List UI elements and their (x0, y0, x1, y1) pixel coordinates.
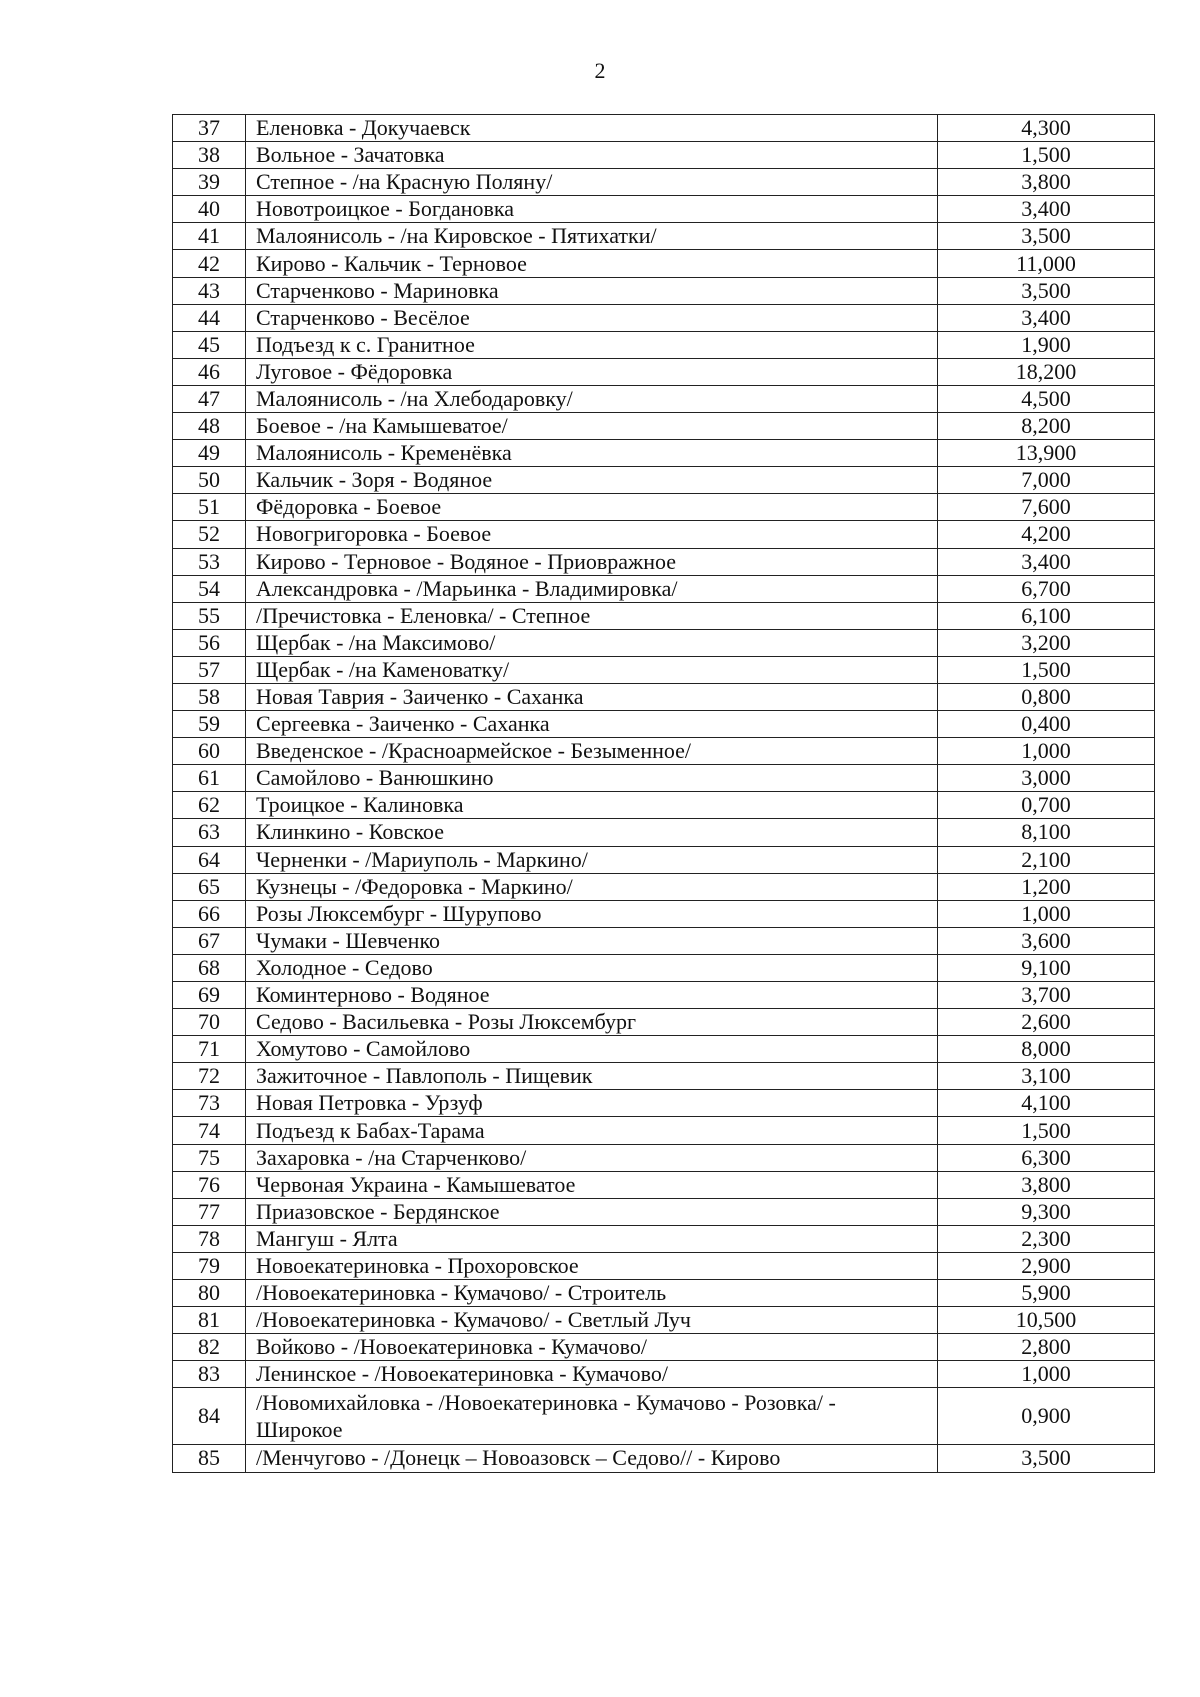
row-number-cell: 78 (173, 1225, 246, 1252)
road-name-cell: /Новомихайловка - /Новоекатериновка - Кумачово - Розовка/ - Широкое (246, 1388, 938, 1445)
row-number-cell: 68 (173, 954, 246, 981)
road-name-cell: Холодное - Седово (246, 954, 938, 981)
table-row (173, 1009, 1155, 1036)
row-number-cell: 52 (173, 521, 246, 548)
road-name-cell: Кальчик - Зоря - Водяное (246, 467, 938, 494)
road-name-cell: Подъезд к Бабах-Тарама (246, 1117, 938, 1144)
road-name-cell: Щербак - /на Максимово/ (246, 629, 938, 656)
table-row (173, 548, 1155, 575)
table-row (173, 738, 1155, 765)
table-row (173, 494, 1155, 521)
length-cell: 0,900 (938, 1388, 1155, 1445)
row-number-cell: 58 (173, 683, 246, 710)
length-cell: 7,600 (938, 494, 1155, 521)
table-row (173, 223, 1155, 250)
table-row (173, 1036, 1155, 1063)
row-number-cell: 63 (173, 819, 246, 846)
row-number-cell: 60 (173, 738, 246, 765)
length-cell: 10,500 (938, 1307, 1155, 1334)
row-number-cell: 40 (173, 196, 246, 223)
row-number-cell: 56 (173, 629, 246, 656)
row-number-cell: 64 (173, 846, 246, 873)
length-cell: 3,200 (938, 629, 1155, 656)
table-row (173, 602, 1155, 629)
row-number-cell: 74 (173, 1117, 246, 1144)
row-number-cell: 38 (173, 142, 246, 169)
table-row (173, 982, 1155, 1009)
row-number-cell: 54 (173, 575, 246, 602)
road-name-cell: Мангуш - Ялта (246, 1225, 938, 1252)
row-number-cell: 76 (173, 1171, 246, 1198)
row-number-cell: 83 (173, 1361, 246, 1388)
table-row (173, 900, 1155, 927)
table-row (173, 683, 1155, 710)
road-name-cell: Розы Люксембург - Шурупово (246, 900, 938, 927)
length-cell: 11,000 (938, 250, 1155, 277)
table-row (173, 1090, 1155, 1117)
road-name-cell: Александровка - /Марьинка - Владимировка/ (246, 575, 938, 602)
road-name-cell: Новоекатериновка - Прохоровское (246, 1252, 938, 1279)
road-name-cell: Захаровка - /на Старченково/ (246, 1144, 938, 1171)
row-number-cell: 65 (173, 873, 246, 900)
length-cell: 1,500 (938, 656, 1155, 683)
length-cell: 7,000 (938, 467, 1155, 494)
row-number-cell: 82 (173, 1334, 246, 1361)
table-row (173, 954, 1155, 981)
length-cell: 3,000 (938, 765, 1155, 792)
table-row (173, 575, 1155, 602)
row-number-cell: 70 (173, 1009, 246, 1036)
length-cell: 3,700 (938, 982, 1155, 1009)
road-name-cell: Сергеевка - Заиченко - Саханка (246, 711, 938, 738)
length-cell: 8,100 (938, 819, 1155, 846)
table-row (173, 656, 1155, 683)
row-number-cell: 81 (173, 1307, 246, 1334)
road-name-cell: Степное - /на Красную Поляну/ (246, 169, 938, 196)
row-number-cell: 72 (173, 1063, 246, 1090)
table-row (173, 1198, 1155, 1225)
road-name-cell: Старченково - Мариновка (246, 277, 938, 304)
road-name-cell: Кузнецы - /Федоровка - Маркино/ (246, 873, 938, 900)
length-cell: 3,500 (938, 1445, 1155, 1472)
table-row (173, 467, 1155, 494)
length-cell: 0,400 (938, 711, 1155, 738)
road-name-cell: /Пречистовка - Еленовка/ - Степное (246, 602, 938, 629)
road-name-cell: Введенское - /Красноармейское - Безыменное/ (246, 738, 938, 765)
road-name-cell: Фёдоровка - Боевое (246, 494, 938, 521)
length-cell: 9,300 (938, 1198, 1155, 1225)
length-cell: 8,000 (938, 1036, 1155, 1063)
length-cell: 3,600 (938, 927, 1155, 954)
road-name-cell: Кирово - Кальчик - Терновое (246, 250, 938, 277)
table-row (173, 927, 1155, 954)
table-row (173, 250, 1155, 277)
length-cell: 13,900 (938, 440, 1155, 467)
row-number-cell: 51 (173, 494, 246, 521)
table-row (173, 1445, 1155, 1472)
road-name-cell: /Новоекатериновка - Кумачово/ - Светлый Луч (246, 1307, 938, 1334)
table-row (173, 1117, 1155, 1144)
road-name-cell: Чумаки - Шевченко (246, 927, 938, 954)
table-row (173, 521, 1155, 548)
road-name-cell: Клинкино - Ковское (246, 819, 938, 846)
road-name-cell: Еленовка - Докучаевск (246, 115, 938, 142)
road-name-cell: Малоянисоль - /на Кировское - Пятихатки/ (246, 223, 938, 250)
length-cell: 2,900 (938, 1252, 1155, 1279)
table-row (173, 1252, 1155, 1279)
length-cell: 1,500 (938, 142, 1155, 169)
row-number-cell: 49 (173, 440, 246, 467)
row-number-cell: 57 (173, 656, 246, 683)
length-cell: 2,300 (938, 1225, 1155, 1252)
length-cell: 2,600 (938, 1009, 1155, 1036)
row-number-cell: 48 (173, 413, 246, 440)
road-name-cell: Хомутово - Самойлово (246, 1036, 938, 1063)
road-name-cell: Новая Петровка - Урзуф (246, 1090, 938, 1117)
length-cell: 2,100 (938, 846, 1155, 873)
table-row (173, 169, 1155, 196)
length-cell: 3,100 (938, 1063, 1155, 1090)
row-number-cell: 47 (173, 385, 246, 412)
length-cell: 1,000 (938, 900, 1155, 927)
table-row (173, 819, 1155, 846)
row-number-cell: 75 (173, 1144, 246, 1171)
row-number-cell: 71 (173, 1036, 246, 1063)
length-cell: 1,000 (938, 1361, 1155, 1388)
road-name-cell: Новотроицкое - Богдановка (246, 196, 938, 223)
road-name-cell: Подъезд к с. Гранитное (246, 331, 938, 358)
length-cell: 3,400 (938, 548, 1155, 575)
row-number-cell: 62 (173, 792, 246, 819)
table-row (173, 385, 1155, 412)
road-name-cell: /Менчугово - /Донецк – Новоазовск – Седово// - Кирово (246, 1445, 938, 1472)
table-row (173, 846, 1155, 873)
table-row (173, 765, 1155, 792)
table-row (173, 1225, 1155, 1252)
length-cell: 6,100 (938, 602, 1155, 629)
length-cell: 5,900 (938, 1280, 1155, 1307)
length-cell: 3,800 (938, 1171, 1155, 1198)
row-number-cell: 46 (173, 358, 246, 385)
row-number-cell: 80 (173, 1280, 246, 1307)
length-cell: 1,200 (938, 873, 1155, 900)
table-row (173, 413, 1155, 440)
row-number-cell: 50 (173, 467, 246, 494)
table-row (173, 792, 1155, 819)
table-row (173, 1388, 1155, 1445)
row-number-cell: 45 (173, 331, 246, 358)
roads-table (172, 114, 1155, 1473)
length-cell: 3,500 (938, 277, 1155, 304)
length-cell: 2,800 (938, 1334, 1155, 1361)
table-row (173, 196, 1155, 223)
length-cell: 3,400 (938, 196, 1155, 223)
table-row (173, 115, 1155, 142)
table-row (173, 1334, 1155, 1361)
table-row (173, 629, 1155, 656)
road-name-cell: Старченково - Весёлое (246, 304, 938, 331)
row-number-cell: 44 (173, 304, 246, 331)
road-name-cell: Троицкое - Калиновка (246, 792, 938, 819)
road-name-cell: Зажиточное - Павлополь - Пищевик (246, 1063, 938, 1090)
row-number-cell: 59 (173, 711, 246, 738)
table-row (173, 873, 1155, 900)
row-number-cell: 39 (173, 169, 246, 196)
table-row (173, 711, 1155, 738)
length-cell: 1,000 (938, 738, 1155, 765)
table-row (173, 1063, 1155, 1090)
road-name-cell: Коминтерново - Водяное (246, 982, 938, 1009)
row-number-cell: 73 (173, 1090, 246, 1117)
road-name-cell: Новогригоровка - Боевое (246, 521, 938, 548)
table-row (173, 1280, 1155, 1307)
road-name-cell: Седово - Васильевка - Розы Люксембург (246, 1009, 938, 1036)
length-cell: 6,300 (938, 1144, 1155, 1171)
row-number-cell: 61 (173, 765, 246, 792)
length-cell: 0,700 (938, 792, 1155, 819)
length-cell: 1,500 (938, 1117, 1155, 1144)
row-number-cell: 79 (173, 1252, 246, 1279)
table-row (173, 1361, 1155, 1388)
table-row (173, 358, 1155, 385)
row-number-cell: 43 (173, 277, 246, 304)
table-row (173, 1171, 1155, 1198)
row-number-cell: 37 (173, 115, 246, 142)
road-name-cell: Малоянисоль - Кременёвка (246, 440, 938, 467)
table-row (173, 304, 1155, 331)
roads-table-body (173, 115, 1155, 1473)
length-cell: 6,700 (938, 575, 1155, 602)
road-name-cell: Самойлово - Ванюшкино (246, 765, 938, 792)
row-number-cell: 55 (173, 602, 246, 629)
length-cell: 8,200 (938, 413, 1155, 440)
length-cell: 3,500 (938, 223, 1155, 250)
row-number-cell: 84 (173, 1388, 246, 1445)
table-row (173, 440, 1155, 467)
road-name-cell: Ленинское - /Новоекатериновка - Кумачово/ (246, 1361, 938, 1388)
length-cell: 4,200 (938, 521, 1155, 548)
road-name-cell: Кирово - Терновое - Водяное - Приовражное (246, 548, 938, 575)
row-number-cell: 77 (173, 1198, 246, 1225)
table-row (173, 331, 1155, 358)
length-cell: 1,900 (938, 331, 1155, 358)
road-name-cell: Червоная Украина - Камышеватое (246, 1171, 938, 1198)
row-number-cell: 85 (173, 1445, 246, 1472)
road-name-cell: Луговое - Фёдоровка (246, 358, 938, 385)
table-row (173, 1307, 1155, 1334)
length-cell: 3,400 (938, 304, 1155, 331)
road-name-cell: Войково - /Новоекатериновка - Кумачово/ (246, 1334, 938, 1361)
road-name-cell: Вольное - Зачатовка (246, 142, 938, 169)
length-cell: 0,800 (938, 683, 1155, 710)
row-number-cell: 41 (173, 223, 246, 250)
road-name-cell: Новая Таврия - Заиченко - Саханка (246, 683, 938, 710)
road-name-cell: Щербак - /на Каменоватку/ (246, 656, 938, 683)
table-row (173, 1144, 1155, 1171)
length-cell: 4,500 (938, 385, 1155, 412)
row-number-cell: 66 (173, 900, 246, 927)
road-name-cell: Боевое - /на Камышеватое/ (246, 413, 938, 440)
table-row (173, 142, 1155, 169)
road-name-cell: /Новоекатериновка - Кумачово/ - Строитель (246, 1280, 938, 1307)
road-name-cell: Приазовское - Бердянское (246, 1198, 938, 1225)
row-number-cell: 53 (173, 548, 246, 575)
row-number-cell: 69 (173, 982, 246, 1009)
row-number-cell: 42 (173, 250, 246, 277)
row-number-cell: 67 (173, 927, 246, 954)
length-cell: 18,200 (938, 358, 1155, 385)
road-name-cell: Черненки - /Мариуполь - Маркино/ (246, 846, 938, 873)
length-cell: 9,100 (938, 954, 1155, 981)
table-row (173, 277, 1155, 304)
length-cell: 4,300 (938, 115, 1155, 142)
page-number: 2 (594, 58, 606, 83)
length-cell: 3,800 (938, 169, 1155, 196)
length-cell: 4,100 (938, 1090, 1155, 1117)
road-name-cell: Малоянисоль - /на Хлебодаровку/ (246, 385, 938, 412)
